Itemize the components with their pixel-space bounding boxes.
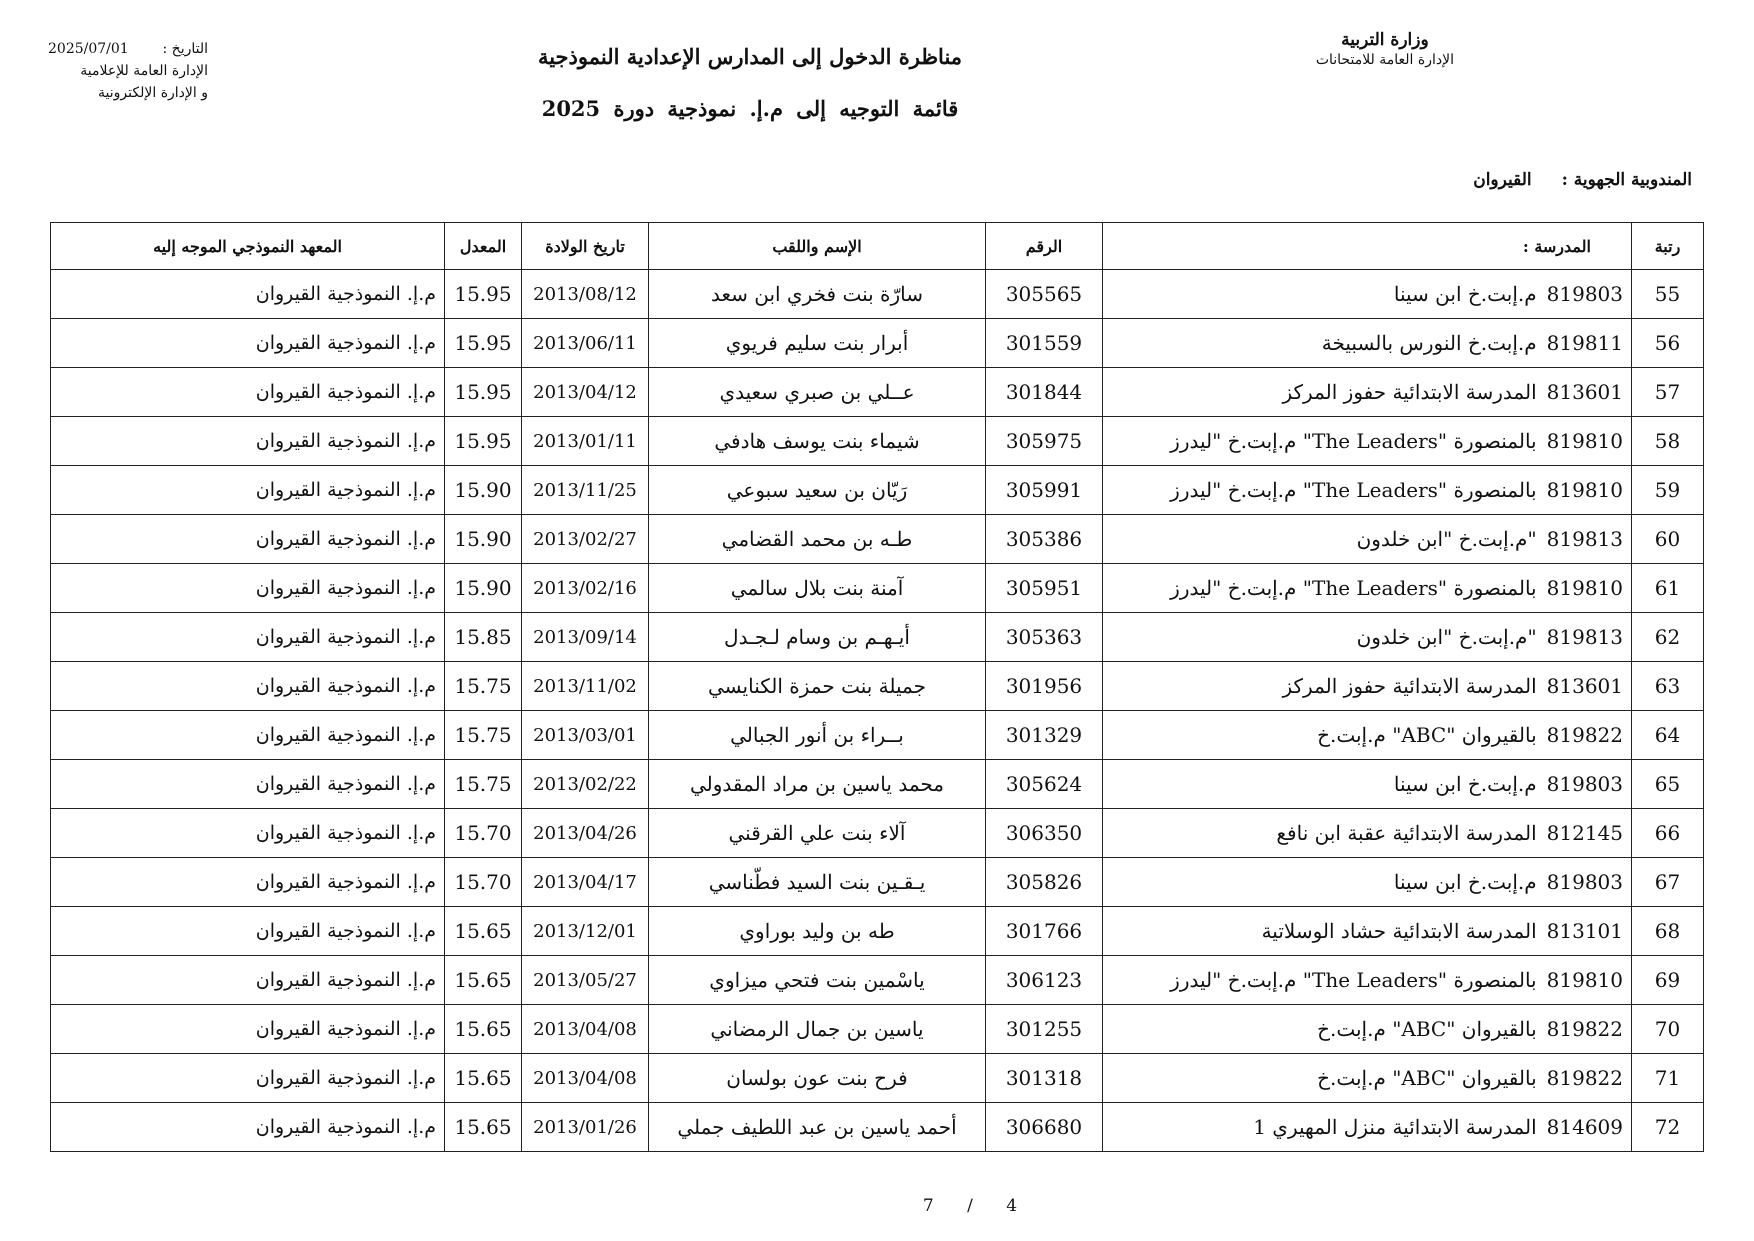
school-name: المدرسة الابتدائية عقبة ابن نافع — [1276, 821, 1537, 845]
page-separator: / — [967, 1196, 973, 1216]
number-cell: 305363 — [986, 613, 1103, 662]
rank-cell: 61 — [1632, 564, 1704, 613]
average-cell: 15.75 — [445, 662, 522, 711]
school-code: 819810 — [1546, 576, 1623, 600]
number-cell: 306350 — [986, 809, 1103, 858]
school-code: 819822 — [1546, 1066, 1623, 1090]
ministry-name: وزارة التربية — [1341, 30, 1429, 50]
school-cell — [1103, 711, 1632, 760]
table-row — [51, 809, 1704, 858]
table-row — [51, 613, 1704, 662]
school-cell — [1103, 1005, 1632, 1054]
school-name: المدرسة الابتدائية حفوز المركز — [1282, 674, 1537, 698]
school-name: المدرسة الابتدائية حفوز المركز — [1282, 380, 1537, 404]
rank-cell: 63 — [1632, 662, 1704, 711]
institute-cell: م.إ. النموذجية القيروان — [51, 417, 445, 466]
birth-cell: 2013/11/02 — [522, 662, 649, 711]
header-name: الإسم واللقب — [649, 223, 986, 270]
directorate-name: الإدارة العامة للامتحانات — [1315, 52, 1454, 68]
rank-cell: 72 — [1632, 1103, 1704, 1152]
institute-cell: م.إ. النموذجية القيروان — [51, 956, 445, 1005]
birth-cell: 2013/01/11 — [522, 417, 649, 466]
rank-cell: 70 — [1632, 1005, 1704, 1054]
school-cell — [1103, 466, 1632, 515]
rank-cell: 65 — [1632, 760, 1704, 809]
institute-cell: م.إ. النموذجية القيروان — [51, 907, 445, 956]
school-name: المدرسة الابتدائية منزل المهيري 1 — [1253, 1115, 1537, 1139]
header-rank: رتبة — [1632, 223, 1704, 270]
date-value: 2025/07/01 — [48, 41, 129, 57]
header-number: الرقم — [986, 223, 1103, 270]
school-name: بالقيروان "ABC" م.إبت.خ — [1317, 1017, 1537, 1041]
average-cell: 15.65 — [445, 1005, 522, 1054]
table-row — [51, 907, 1704, 956]
school-cell — [1103, 270, 1632, 319]
header-average: المعدل — [445, 223, 522, 270]
name-cell: أبرار بنت سليم فريوي — [649, 319, 986, 368]
school-code: 819822 — [1546, 1017, 1623, 1041]
average-cell: 15.75 — [445, 760, 522, 809]
average-cell: 15.95 — [445, 368, 522, 417]
number-cell: 301844 — [986, 368, 1103, 417]
average-cell: 15.95 — [445, 319, 522, 368]
name-cell: بــراء بن أنور الجبالي — [649, 711, 986, 760]
institute-cell: م.إ. النموذجية القيروان — [51, 270, 445, 319]
school-cell — [1103, 809, 1632, 858]
institute-cell: م.إ. النموذجية القيروان — [51, 809, 445, 858]
rank-cell: 59 — [1632, 466, 1704, 515]
average-cell: 15.75 — [445, 711, 522, 760]
number-cell: 305951 — [986, 564, 1103, 613]
school-code: 812145 — [1546, 821, 1623, 845]
number-cell: 301318 — [986, 1054, 1103, 1103]
rank-cell: 58 — [1632, 417, 1704, 466]
name-cell: عــلي بن صبري سعيدي — [649, 368, 986, 417]
school-code: 814609 — [1546, 1115, 1623, 1139]
school-code: 819810 — [1546, 478, 1623, 502]
left-header-line3: و الإدارة الإلكترونية — [98, 85, 208, 101]
birth-cell: 2013/03/01 — [522, 711, 649, 760]
school-code: 819822 — [1546, 723, 1623, 747]
number-cell: 301329 — [986, 711, 1103, 760]
number-cell: 305565 — [986, 270, 1103, 319]
average-cell: 15.65 — [445, 1054, 522, 1103]
table-row — [51, 858, 1704, 907]
number-cell: 306123 — [986, 956, 1103, 1005]
school-name: "م.إبت.خ "ابن خلدون — [1356, 527, 1537, 551]
birth-cell: 2013/04/26 — [522, 809, 649, 858]
institute-cell: م.إ. النموذجية القيروان — [51, 760, 445, 809]
page-title: مناظرة الدخول إلى المدارس الإعدادية النموذجية — [537, 44, 963, 69]
institute-cell: م.إ. النموذجية القيروان — [51, 662, 445, 711]
number-cell: 301956 — [986, 662, 1103, 711]
rank-cell: 68 — [1632, 907, 1704, 956]
table-row — [51, 368, 1704, 417]
rank-cell: 55 — [1632, 270, 1704, 319]
school-cell — [1103, 515, 1632, 564]
institute-cell: م.إ. النموذجية القيروان — [51, 564, 445, 613]
average-cell: 15.90 — [445, 515, 522, 564]
header-institute: المعهد النموذجي الموجه إليه — [51, 223, 445, 270]
page-total: 7 — [922, 1196, 934, 1216]
page-current: 4 — [1006, 1196, 1018, 1216]
rank-cell: 60 — [1632, 515, 1704, 564]
school-name: بالمنصورة "The Leaders" م.إبت.خ "ليدرز — [1170, 478, 1537, 502]
table-row — [51, 1103, 1704, 1152]
school-name: بالمنصورة "The Leaders" م.إبت.خ "ليدرز — [1170, 576, 1537, 600]
birth-cell: 2013/05/27 — [522, 956, 649, 1005]
school-code: 819810 — [1546, 968, 1623, 992]
rank-cell: 67 — [1632, 858, 1704, 907]
number-cell: 301255 — [986, 1005, 1103, 1054]
school-code: 819803 — [1546, 870, 1623, 894]
school-cell — [1103, 564, 1632, 613]
average-cell: 15.95 — [445, 417, 522, 466]
rank-cell: 64 — [1632, 711, 1704, 760]
name-cell: يـقـين بنت السيد فطّناسي — [649, 858, 986, 907]
average-cell: 15.65 — [445, 907, 522, 956]
name-cell: طه بن وليد بوراوي — [649, 907, 986, 956]
number-cell: 305975 — [986, 417, 1103, 466]
number-cell: 305386 — [986, 515, 1103, 564]
rank-cell: 62 — [1632, 613, 1704, 662]
institute-cell: م.إ. النموذجية القيروان — [51, 319, 445, 368]
rank-cell: 69 — [1632, 956, 1704, 1005]
rank-cell: 66 — [1632, 809, 1704, 858]
birth-cell: 2013/09/14 — [522, 613, 649, 662]
table-body — [51, 270, 1704, 1152]
average-cell: 15.90 — [445, 466, 522, 515]
birth-cell: 2013/01/26 — [522, 1103, 649, 1152]
rank-cell: 56 — [1632, 319, 1704, 368]
average-cell: 15.70 — [445, 858, 522, 907]
school-name: المدرسة الابتدائية حشاد الوسلاتية — [1261, 919, 1537, 943]
institute-cell: م.إ. النموذجية القيروان — [51, 1054, 445, 1103]
name-cell: فرح بنت عون بولسان — [649, 1054, 986, 1103]
header-birth: تاريخ الولادة — [522, 223, 649, 270]
birth-cell: 2013/12/01 — [522, 907, 649, 956]
table-row — [51, 515, 1704, 564]
birth-cell: 2013/02/22 — [522, 760, 649, 809]
header-school: المدرسة : — [1103, 223, 1632, 270]
rank-cell: 57 — [1632, 368, 1704, 417]
school-code: 813601 — [1546, 380, 1623, 404]
school-cell — [1103, 613, 1632, 662]
table-row — [51, 760, 1704, 809]
date-label: التاريخ : — [162, 41, 208, 57]
rank-cell: 71 — [1632, 1054, 1704, 1103]
name-cell: شيماء بنت يوسف هادفي — [649, 417, 986, 466]
birth-cell: 2013/04/12 — [522, 368, 649, 417]
school-name: بالقيروان "ABC" م.إبت.خ — [1317, 723, 1537, 747]
average-cell: 15.65 — [445, 956, 522, 1005]
school-cell — [1103, 319, 1632, 368]
birth-cell: 2013/11/25 — [522, 466, 649, 515]
school-cell — [1103, 907, 1632, 956]
number-cell: 301766 — [986, 907, 1103, 956]
birth-cell: 2013/02/27 — [522, 515, 649, 564]
number-cell: 305826 — [986, 858, 1103, 907]
birth-cell: 2013/02/16 — [522, 564, 649, 613]
school-code: 813601 — [1546, 674, 1623, 698]
institute-cell: م.إ. النموذجية القيروان — [51, 515, 445, 564]
school-code: 819813 — [1546, 527, 1623, 551]
birth-cell: 2013/04/08 — [522, 1054, 649, 1103]
school-name: بالمنصورة "The Leaders" م.إبت.خ "ليدرز — [1170, 429, 1537, 453]
birth-cell: 2013/04/08 — [522, 1005, 649, 1054]
table-row — [51, 956, 1704, 1005]
school-code: 819811 — [1546, 331, 1623, 355]
average-cell: 15.85 — [445, 613, 522, 662]
number-cell: 305624 — [986, 760, 1103, 809]
school-name: م.إبت.خ ابن سينا — [1393, 282, 1537, 306]
school-cell — [1103, 368, 1632, 417]
school-cell — [1103, 760, 1632, 809]
table-row — [51, 417, 1704, 466]
school-code: 819810 — [1546, 429, 1623, 453]
table-row — [51, 564, 1704, 613]
school-name: "م.إبت.خ "ابن خلدون — [1356, 625, 1537, 649]
school-cell — [1103, 417, 1632, 466]
name-cell: رَيّان بن سعيد سبوعي — [649, 466, 986, 515]
institute-cell: م.إ. النموذجية القيروان — [51, 1103, 445, 1152]
institute-cell: م.إ. النموذجية القيروان — [51, 466, 445, 515]
name-cell: آلاء بنت علي القرقني — [649, 809, 986, 858]
school-code: 819803 — [1546, 282, 1623, 306]
name-cell: جميلة بنت حمزة الكنايسي — [649, 662, 986, 711]
table-row — [51, 466, 1704, 515]
region-label: المندوبية الجهوية : — [1561, 170, 1692, 190]
average-cell: 15.70 — [445, 809, 522, 858]
table-row — [51, 319, 1704, 368]
school-cell — [1103, 1054, 1632, 1103]
school-code: 813101 — [1546, 919, 1623, 943]
school-code: 819803 — [1546, 772, 1623, 796]
left-header-line2: الإدارة العامة للإعلامية — [80, 63, 208, 79]
table-row — [51, 1054, 1704, 1103]
school-name: م.إبت.خ النورس بالسبيخة — [1321, 331, 1537, 355]
name-cell: طـه بن محمد القضامي — [649, 515, 986, 564]
orientation-table — [50, 222, 1704, 1152]
name-cell: ياسْمين بنت فتحي ميزاوي — [649, 956, 986, 1005]
name-cell: أحمد ياسين بن عبد اللطيف جملي — [649, 1103, 986, 1152]
number-cell: 301559 — [986, 319, 1103, 368]
birth-cell: 2013/06/11 — [522, 319, 649, 368]
institute-cell: م.إ. النموذجية القيروان — [51, 711, 445, 760]
name-cell: سارّة بنت فخري ابن سعد — [649, 270, 986, 319]
birth-cell: 2013/08/12 — [522, 270, 649, 319]
birth-cell: 2013/04/17 — [522, 858, 649, 907]
name-cell: آمنة بنت بلال سالمي — [649, 564, 986, 613]
school-cell — [1103, 858, 1632, 907]
name-cell: ياسين بن جمال الرمضاني — [649, 1005, 986, 1054]
name-cell: أيـهـم بن وسام لـجـدل — [649, 613, 986, 662]
table-row — [51, 1005, 1704, 1054]
school-cell — [1103, 662, 1632, 711]
school-cell — [1103, 956, 1632, 1005]
school-name: م.إبت.خ ابن سينا — [1393, 772, 1537, 796]
school-cell — [1103, 1103, 1632, 1152]
school-name: بالمنصورة "The Leaders" م.إبت.خ "ليدرز — [1170, 968, 1537, 992]
institute-cell: م.إ. النموذجية القيروان — [51, 858, 445, 907]
region-value: القيروان — [1473, 170, 1532, 190]
number-cell: 305991 — [986, 466, 1103, 515]
table-row — [51, 711, 1704, 760]
average-cell: 15.90 — [445, 564, 522, 613]
institute-cell: م.إ. النموذجية القيروان — [51, 613, 445, 662]
school-name: م.إبت.خ ابن سينا — [1393, 870, 1537, 894]
average-cell: 15.95 — [445, 270, 522, 319]
school-name: بالقيروان "ABC" م.إبت.خ — [1317, 1066, 1537, 1090]
page-subtitle: قائمة التوجيه إلى م.إ. نموذجية دورة 2025 — [541, 96, 959, 121]
table-header-row — [51, 223, 1704, 270]
average-cell: 15.65 — [445, 1103, 522, 1152]
table-row — [51, 662, 1704, 711]
institute-cell: م.إ. النموذجية القيروان — [51, 368, 445, 417]
page-footer — [0, 1196, 1754, 1216]
name-cell: محمد ياسين بن مراد المقدولي — [649, 760, 986, 809]
table-row — [51, 270, 1704, 319]
number-cell: 306680 — [986, 1103, 1103, 1152]
school-code: 819813 — [1546, 625, 1623, 649]
region-line — [1473, 170, 1692, 190]
institute-cell: م.إ. النموذجية القيروان — [51, 1005, 445, 1054]
